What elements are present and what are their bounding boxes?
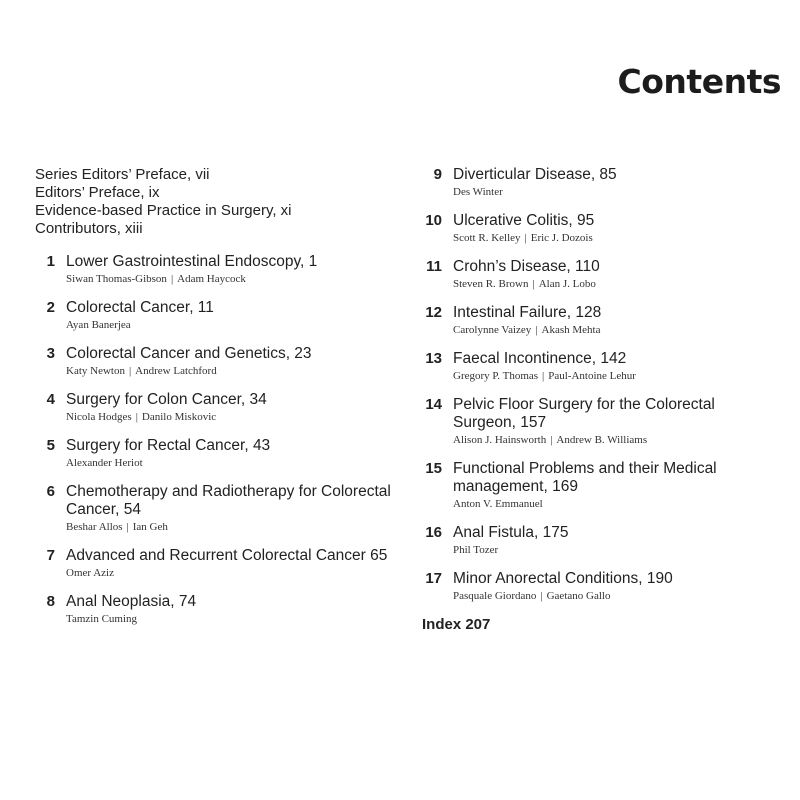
chapter-title[interactable]: Functional Problems and their Medical management, 169 [453, 460, 717, 495]
chapter-number: 6 [46, 483, 55, 500]
chapter-entry[interactable] [422, 166, 782, 199]
chapter-title[interactable]: Colorectal Cancer and Genetics, 23 [66, 345, 312, 362]
author-name: Omer Aziz [66, 567, 114, 579]
chapter-authors [453, 277, 782, 291]
author-name: Paul-Antoine Lehur [548, 370, 636, 382]
author-name: Carolynne Vaizey [453, 324, 532, 336]
chapter-authors [453, 323, 782, 337]
chapter-entry[interactable] [422, 524, 782, 557]
author-name: Alexander Heriot [66, 457, 143, 469]
chapter-number: 15 [425, 460, 442, 477]
author-name: Siwan Thomas-Gibson [66, 273, 167, 285]
author-name: Akash Mehta [541, 324, 601, 336]
chapter-entry[interactable] [422, 460, 782, 511]
chapter-title[interactable]: Colorectal Cancer, 11 [66, 299, 214, 316]
chapter-entry[interactable] [35, 593, 395, 626]
chapter-title[interactable]: Anal Fistula, 175 [453, 524, 569, 541]
chapter-authors [66, 566, 395, 580]
chapter-title[interactable]: Minor Anorectal Conditions, 190 [453, 570, 673, 587]
chapter-title[interactable]: Lower Gastrointestinal Endoscopy, 1 [66, 253, 318, 270]
chapter-entry[interactable] [35, 253, 395, 286]
chapter-number: 10 [425, 212, 442, 229]
index-entry[interactable]: Index 207 [422, 616, 491, 633]
chapter-entry[interactable] [422, 304, 782, 337]
chapter-title[interactable]: Pelvic Floor Surgery for the Colorectal Surgeon, 157 [453, 396, 715, 431]
author-name: Alan J. Lobo [538, 278, 596, 290]
chapter-body [453, 350, 782, 383]
chapter-entry[interactable] [422, 396, 782, 447]
chapter-title[interactable]: Ulcerative Colitis, 95 [453, 212, 595, 229]
chapter-body [66, 345, 395, 378]
author-name: Adam Haycock [177, 273, 246, 285]
chapter-entry[interactable] [422, 258, 782, 291]
author-separator: | [135, 411, 138, 423]
chapter-number: 17 [425, 570, 442, 587]
author-name: Scott R. Kelley [453, 232, 521, 244]
chapter-entry[interactable] [35, 345, 395, 378]
chapter-number: 16 [425, 524, 442, 541]
chapter-body [453, 258, 782, 291]
front-matter-item[interactable]: Editors’ Preface, ix [35, 184, 160, 201]
chapter-body [66, 547, 395, 580]
chapter-entry[interactable] [35, 483, 395, 534]
chapter-authors [453, 497, 782, 511]
chapter-number: 7 [46, 547, 55, 564]
chapter-body [453, 570, 782, 603]
chapter-list-left [35, 253, 395, 626]
author-name: Beshar Allos [66, 521, 123, 533]
author-name: Ian Geh [132, 521, 168, 533]
chapter-number: 14 [425, 396, 442, 413]
chapter-title[interactable]: Crohn’s Disease, 110 [453, 258, 600, 275]
author-separator: | [540, 590, 543, 602]
chapter-body [66, 483, 395, 534]
author-separator: | [524, 232, 527, 244]
chapter-authors [66, 272, 395, 286]
author-name: Gaetano Gallo [546, 590, 611, 602]
author-name: Des Winter [453, 186, 503, 198]
chapter-entry[interactable] [35, 437, 395, 470]
contents-right-column [422, 166, 782, 634]
chapter-authors [66, 410, 395, 424]
chapter-number: 3 [46, 345, 55, 362]
chapter-entry[interactable] [35, 391, 395, 424]
author-name: Pasquale Giordano [453, 590, 537, 602]
chapter-title[interactable]: Chemotherapy and Radiotherapy for Colorectal Cancer, 54 [66, 483, 391, 518]
chapter-authors [66, 520, 395, 534]
chapter-title[interactable]: Faecal Incontinence, 142 [453, 350, 627, 367]
chapter-body [453, 396, 782, 447]
chapter-entry[interactable] [422, 350, 782, 383]
chapter-authors [453, 369, 782, 383]
author-name: Eric J. Dozois [530, 232, 593, 244]
chapter-entry[interactable] [422, 212, 782, 245]
chapter-body [66, 593, 395, 626]
chapter-number: 2 [46, 299, 55, 316]
author-separator: | [542, 370, 545, 382]
chapter-number: 8 [46, 593, 55, 610]
chapter-number: 9 [433, 166, 442, 183]
chapter-body [66, 299, 395, 332]
chapter-body [66, 437, 395, 470]
author-name: Anton V. Emmanuel [453, 498, 543, 510]
chapter-number: 5 [46, 437, 55, 454]
author-name: Tamzin Cuming [66, 613, 138, 625]
chapter-number: 12 [425, 304, 442, 321]
front-matter-item[interactable]: Evidence-based Practice in Surgery, xi [35, 202, 292, 219]
author-name: Gregory P. Thomas [453, 370, 539, 382]
chapter-authors [453, 433, 782, 447]
chapter-authors [453, 185, 782, 199]
chapter-number: 1 [46, 253, 55, 270]
author-name: Steven R. Brown [453, 278, 529, 290]
author-separator: | [126, 521, 129, 533]
chapter-body [453, 304, 782, 337]
chapter-number: 4 [46, 391, 55, 408]
chapter-entry[interactable] [35, 547, 395, 580]
front-matter-item[interactable]: Series Editors’ Preface, vii [35, 166, 210, 183]
chapter-title[interactable]: Surgery for Colon Cancer, 34 [66, 391, 267, 408]
author-name: Alison J. Hainsworth [453, 434, 547, 446]
chapter-authors [66, 612, 395, 626]
chapter-title[interactable]: Surgery for Rectal Cancer, 43 [66, 437, 271, 454]
page-title: Contents [617, 62, 781, 101]
chapter-authors [453, 589, 782, 603]
chapter-authors [66, 456, 395, 470]
chapter-authors [453, 231, 782, 245]
author-name: Andrew B. Williams [556, 434, 648, 446]
author-separator: | [535, 324, 538, 336]
chapter-title[interactable]: Diverticular Disease, 85 [453, 166, 617, 183]
chapter-entry[interactable] [422, 570, 782, 603]
front-matter-list [35, 166, 395, 238]
author-separator: | [170, 273, 174, 285]
author-name: Phil Tozer [453, 544, 499, 556]
author-name: Nicola Hodges [66, 411, 132, 423]
author-name: Danilo Miskovic [141, 411, 217, 423]
chapter-title[interactable]: Anal Neoplasia, 74 [66, 593, 197, 610]
author-separator: | [550, 434, 553, 446]
chapter-body [453, 166, 782, 199]
chapter-body [453, 460, 782, 511]
author-separator: | [532, 278, 535, 290]
chapter-authors [453, 543, 782, 557]
chapter-body [66, 253, 395, 286]
chapter-title[interactable]: Advanced and Recurrent Colorectal Cancer 65 [66, 547, 388, 564]
chapter-authors [66, 364, 395, 378]
chapter-number: 11 [426, 258, 442, 275]
chapter-body [453, 212, 782, 245]
chapter-body [66, 391, 395, 424]
chapter-body [453, 524, 782, 557]
author-name: Andrew Latchford [135, 365, 217, 377]
chapter-title[interactable]: Intestinal Failure, 128 [453, 304, 602, 321]
chapter-entry[interactable] [35, 299, 395, 332]
chapter-number: 13 [425, 350, 442, 367]
author-separator: | [128, 365, 132, 377]
contents-left-column [35, 166, 395, 639]
author-name: Ayan Banerjea [66, 319, 131, 331]
author-name: Katy Newton [66, 365, 125, 377]
chapter-authors [66, 318, 395, 332]
chapter-list-right [422, 166, 782, 603]
front-matter-item[interactable]: Contributors, xiii [35, 220, 143, 237]
